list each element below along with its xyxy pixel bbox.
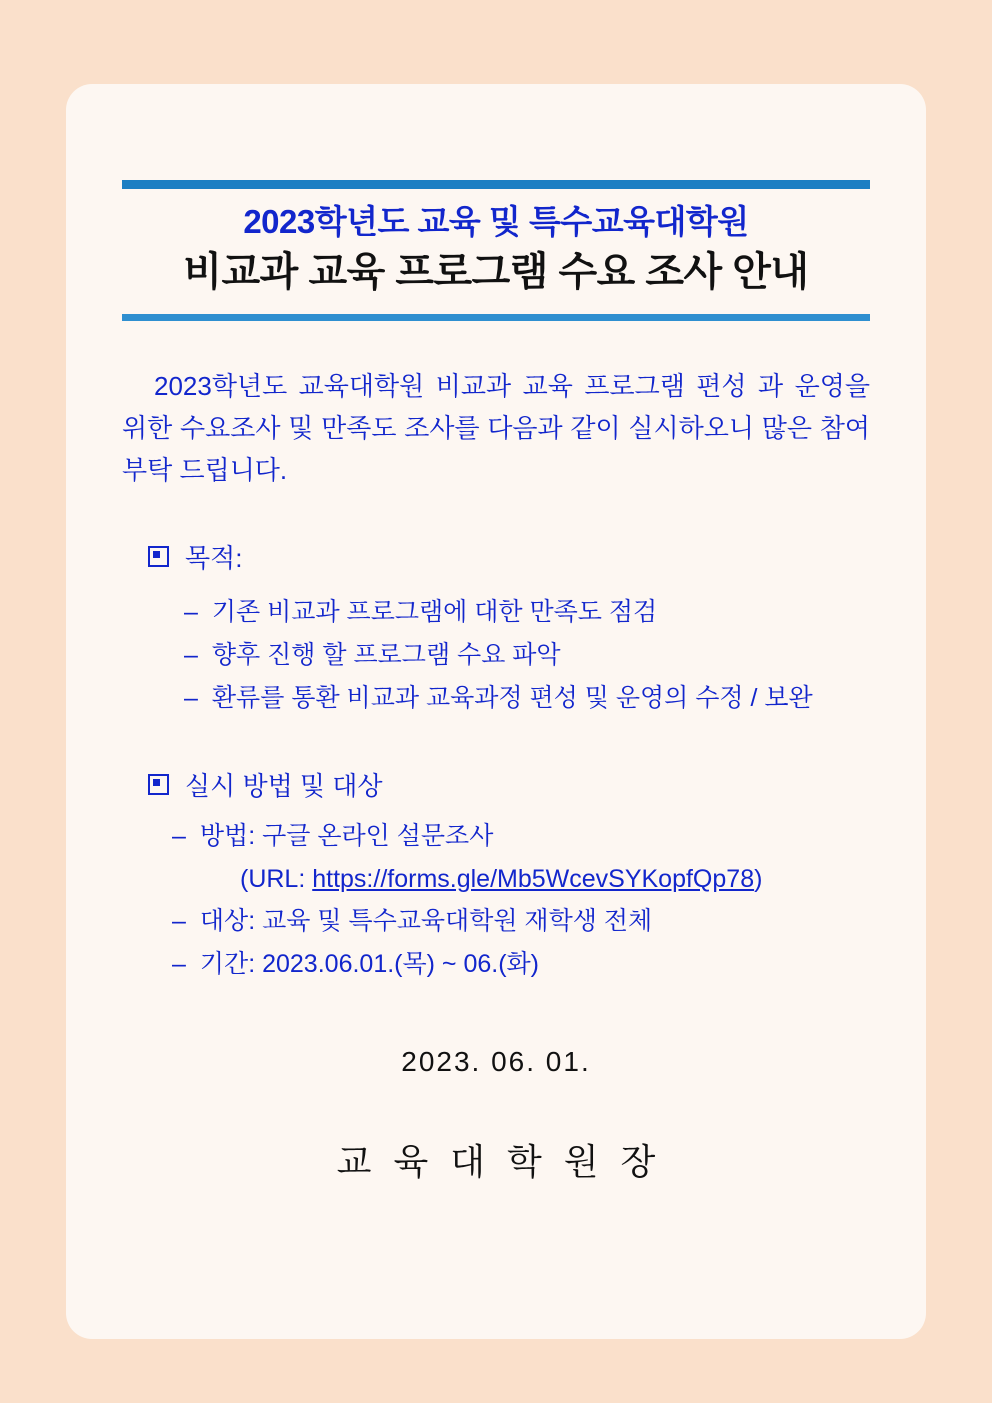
section-method-label: 실시 방법 및 대상 xyxy=(185,770,383,801)
list-item xyxy=(184,591,870,634)
page-title-line2: 비교과 교육 프로그램 수요 조사 안내 xyxy=(183,250,809,295)
list-item-target xyxy=(172,900,870,943)
section-purpose xyxy=(122,538,870,720)
page-title-line1: 2023학년도 교육 및 특수교육대학원 xyxy=(243,203,749,240)
list-item-label: 기존 비교과 프로그램에 대한 만족도 점검 xyxy=(211,597,658,626)
section-purpose-items xyxy=(122,591,870,720)
notice-signer: 교육대학원장 xyxy=(336,1141,678,1183)
title-top-rule xyxy=(122,180,870,189)
target-label: 대상: 교육 및 특수교육대학원 재학생 전체 xyxy=(199,907,653,936)
list-item xyxy=(184,677,870,720)
method-label: 방법: 구글 온라인 설문조사 xyxy=(199,821,494,850)
url-suffix: ) xyxy=(754,864,763,893)
dash-icon: – xyxy=(172,907,186,936)
section-purpose-heading xyxy=(122,538,870,575)
square-bullet-icon xyxy=(148,774,169,795)
url-prefix: (URL: xyxy=(240,864,313,893)
dash-icon: – xyxy=(172,821,186,850)
survey-url-line xyxy=(172,858,870,901)
square-bullet-icon xyxy=(148,546,169,567)
section-method-items xyxy=(122,815,870,987)
dash-icon: – xyxy=(184,597,198,626)
section-purpose-label: 목적: xyxy=(185,542,243,573)
title-bottom-rule xyxy=(122,314,870,321)
dash-icon: – xyxy=(184,683,198,712)
period-label: 기간: 2023.06.01.(목) ~ 06.(화) xyxy=(199,950,540,979)
section-method xyxy=(122,766,870,987)
dash-icon: – xyxy=(184,640,198,669)
dash-icon: – xyxy=(172,950,186,979)
list-item-label: 환류를 통환 비교과 교육과정 편성 및 운영의 수정 / 보완 xyxy=(211,683,813,712)
notice-date: 2023. 06. 01. xyxy=(401,1046,591,1078)
intro-paragraph xyxy=(122,365,870,491)
list-item xyxy=(184,634,870,677)
title-block xyxy=(122,189,870,308)
notice-page xyxy=(66,84,926,1339)
notice-content xyxy=(122,180,870,1185)
list-item-label: 향후 진행 할 프로그램 수요 파악 xyxy=(211,640,561,669)
intro-text: 2023학년도 교육대학원 비교과 교육 프로그램 편성 과 운영을 위한 수요조사 및 만족도 조사를 다음과 같이 실시하오니 많은 참여 부탁 드립니다. xyxy=(122,371,870,486)
list-item-method xyxy=(172,815,870,858)
list-item-period xyxy=(172,943,870,986)
survey-url-link[interactable]: https://forms.gle/Mb5WcevSYKopfQp78 xyxy=(312,864,755,893)
section-method-heading xyxy=(122,766,870,803)
